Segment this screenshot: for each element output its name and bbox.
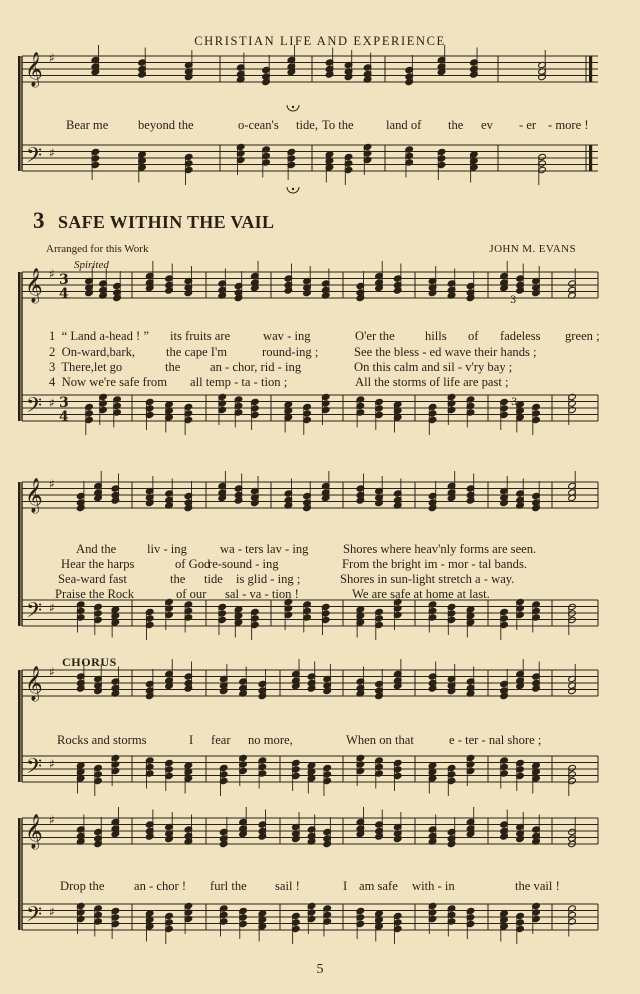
system-bracket [18,482,21,626]
lyric-verse-2a: round-ing ; [262,345,319,359]
final-barline [589,145,592,171]
lyric-previous-hymn: - er [519,118,537,132]
fermata-dot [292,106,294,108]
lyric-verse-4a: all temp - ta - tion ; [190,375,288,389]
chorus-label: CHORUS [62,655,117,669]
running-head: CHRISTIAN LIFE AND EXPERIENCE [194,34,446,48]
lyric-verse-1a: hills [425,329,447,343]
time-signature-top: 3 [59,395,69,411]
sharp-icon: ♯ [49,146,55,160]
lyric-verse-2b: of God [175,557,211,571]
triplet-mark: 3 [511,397,518,408]
lyric-verse-3b: tide [204,572,223,586]
lyric-verse-2a: 2 On-ward,bark, [49,345,136,359]
sharp-icon: ♯ [49,905,55,919]
lyric-verse-4b: Praise the Rock [55,587,135,601]
bass-clef-icon: 𝄢 [26,902,43,931]
lyric-verse-4b: We are safe at home at last. [352,587,490,601]
lyric-chorus-1: fear [211,733,231,747]
lyric-previous-hymn: o-cean's [238,118,279,132]
lyric-verse-3b: Shores in sun-light stretch a - way. [340,572,515,586]
lyric-verse-4a: All the storms of life are past ; [355,375,509,389]
system-bracket [18,56,21,171]
composer-credit: JOHN M. EVANS [489,243,576,255]
lyric-chorus-2: Drop the [60,879,105,893]
lyric-verse-1b: Shores where heav'nly forms are seen. [343,542,537,556]
lyric-verse-2a: the cape I'm [166,345,228,359]
lyric-verse-1a: wav - ing [263,329,311,343]
lyric-previous-hymn: - more ! [548,118,589,132]
lyric-previous-hymn: ev [481,118,493,132]
sharp-icon: ♯ [49,813,55,827]
lyric-chorus-1: I [189,733,194,747]
time-signature-bottom: 4 [59,286,69,302]
lyric-verse-4b: sal - va - tion ! [225,587,299,601]
treble-clef-icon: 𝄞 [25,478,43,513]
page-number: 5 [316,962,324,977]
lyric-verse-1a: its fruits are [170,329,231,343]
sharp-icon: ♯ [49,477,55,491]
lyric-chorus-2: an - chor ! [134,879,187,893]
hymn-number: 3 [33,208,45,233]
lyric-chorus-2: sail ! [275,879,300,893]
lyric-chorus-2: the vail ! [515,879,560,893]
lyric-verse-1a: green ; [565,329,600,343]
hymn-title: SAFE WITHIN THE VAIL [58,212,275,232]
sharp-icon: ♯ [49,51,55,65]
treble-clef-icon: 𝄞 [25,52,43,87]
lyric-verse-1b: liv - ing [147,542,187,556]
lyric-verse-3a: 3 There,let go [49,360,123,374]
bass-clef-icon: 𝄢 [26,143,43,172]
lyric-verse-3a: On this calm and sil - v'ry bay ; [354,360,513,374]
lyric-verse-1a: 1 “ Land a-head ! ” [49,329,149,343]
lyric-verse-4b: of our [176,587,207,601]
fermata-dot [292,188,294,190]
bass-clef-icon: 𝄢 [26,393,43,422]
lyric-chorus-2: furl the [210,879,247,893]
lyric-chorus-2: I [343,879,348,893]
lyric-verse-4a: 4 Now we're safe from [49,375,168,389]
sharp-icon: ♯ [49,267,55,281]
treble-clef-icon: 𝄞 [25,814,43,849]
treble-clef-icon: 𝄞 [25,666,43,701]
treble-clef-icon: 𝄞 [25,268,43,303]
lyric-chorus-1: e - ter - nal shore ; [449,733,542,747]
lyric-verse-1a: of [468,329,479,343]
lyric-verse-3b: is glid - ing ; [236,572,301,586]
system-bracket [18,272,21,421]
lyric-chorus-1: When on that [346,733,414,747]
lyric-chorus-1: no more, [248,733,293,747]
lyric-chorus-1: Rocks and storms [57,733,147,747]
lyric-previous-hymn: beyond the [138,118,194,132]
sharp-icon: ♯ [49,757,55,771]
lyric-verse-1b: wa - ters lav - ing [220,542,309,556]
sharp-icon: ♯ [49,601,55,615]
bass-clef-icon: 𝄢 [26,754,43,783]
lyric-verse-2b: From the bright im - mor - tal bands. [342,557,528,571]
final-barline [589,56,592,82]
time-signature-top: 3 [59,272,69,288]
lyric-verse-2b: Hear the harps [61,557,135,571]
lyric-verse-1a: O'er the [355,329,395,343]
lyric-verse-2b: re-sound - ing [208,557,279,571]
lyric-verse-1b: And the [76,542,117,556]
lyric-chorus-2: with - in [412,879,455,893]
lyric-verse-1a: fadeless [500,329,541,343]
sharp-icon: ♯ [49,665,55,679]
time-signature-bottom: 4 [59,409,69,425]
sharp-icon: ♯ [49,396,55,410]
lyric-chorus-2: am safe [359,879,398,893]
lyric-previous-hymn: land of [386,118,422,132]
lyric-previous-hymn: the [448,118,464,132]
lyric-verse-3a: the [165,360,181,374]
lyric-verse-3b: the [170,572,186,586]
arrangement-note: Arranged for this Work [46,243,149,255]
system-bracket [18,670,21,782]
lyric-previous-hymn: tide, [296,118,319,132]
bass-clef-icon: 𝄢 [26,598,43,627]
system-bracket [18,818,21,930]
lyric-previous-hymn: To the [322,118,354,132]
lyric-verse-3a: an - chor, rid - ing [210,360,302,374]
tempo-marking: Spirited [74,259,109,271]
lyric-verse-2a: See the bless - ed wave their hands ; [354,345,537,359]
triplet-mark: 3 [510,295,517,306]
lyric-previous-hymn: Bear me [66,118,109,132]
lyric-verse-3b: Sea-ward fast [58,572,127,586]
